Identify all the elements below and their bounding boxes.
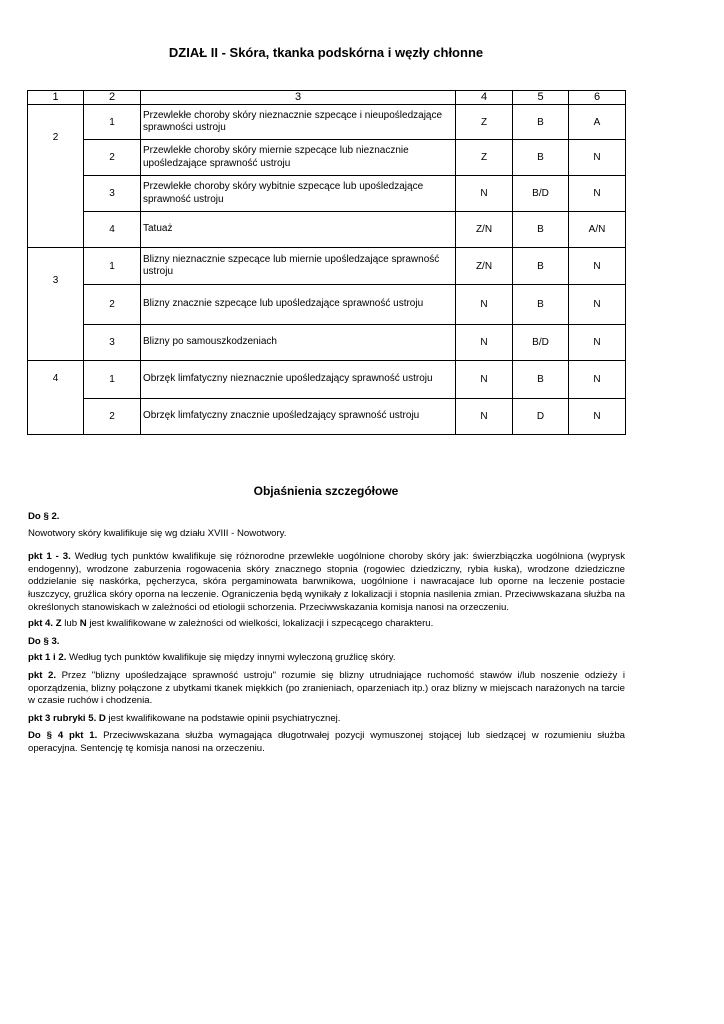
- description-cell: Przewlekłe choroby skóry miernie szpecące lub nieznacznie upośledzające sprawność ustroju: [141, 140, 456, 176]
- category-cell: A: [569, 105, 626, 140]
- section-number: 4: [28, 361, 84, 435]
- note-paragraph: pkt 1 i 2. Według tych punktów kwalifikuje się między innymi wyleczoną gruźlicę skóry.: [28, 652, 396, 664]
- point-number: 3: [84, 176, 141, 212]
- note-paragraph: pkt 1 - 3. Według tych punktów kwalifikuje się różnorodne przewlekłe uogólnione choroby skóry jak: świerzbiączka uogólniona (wyprysk endogenny), wrodzone zaburzenia rogowacenia skóry znacznego stopnia (rogowiec dziedziczny, rybia łuska), wrodzone dziedziczne oddzielanie się naskórka, pęcherzyca, skóra pergaminowata barwnikowa, uogólnione i nawracajace lub oporne na leczenie postacie łuszczycy, gruźlica skóry oporna na leczenie. Ograniczenia będą wynikały z lokalizacji i stopnia nasilenia zmian. Przeciwwskazana służba na określonych stanowiskach w zależności od etiologii schorzenia. Przeciwwskazania komisja nanosi na orzeczeniu.: [28, 551, 625, 613]
- description-cell: Przewlekłe choroby skóry wybitnie szpecące lub upośledzające sprawność ustroju: [141, 176, 456, 212]
- explanations-body: [28, 511, 625, 756]
- table-row: [28, 325, 626, 361]
- category-cell: Z/N: [456, 212, 513, 248]
- page-title: DZIAŁ II - Skóra, tkanka podskórna i węzły chłonne: [168, 45, 484, 60]
- table-row: [28, 285, 626, 325]
- category-cell: N: [569, 285, 626, 325]
- point-number: 2: [84, 399, 141, 435]
- description-cell: Blizny nieznacznie szpecące lub miernie upośledzające sprawność ustroju: [141, 248, 456, 285]
- description-cell: Blizny znacznie szpecące lub upośledzające sprawność ustroju: [141, 285, 456, 325]
- note-paragraph: pkt 4. Z lub N jest kwalifikowane w zależności od wielkości, lokalizacji i szpecącego charakteru.: [28, 618, 434, 630]
- table-row: [28, 248, 626, 285]
- category-cell: A/N: [569, 212, 626, 248]
- category-cell: N: [456, 399, 513, 435]
- table-row: [28, 212, 626, 248]
- table-row: [28, 105, 626, 140]
- category-cell: B: [513, 140, 569, 176]
- point-number: 2: [84, 140, 141, 176]
- point-number: 2: [84, 285, 141, 325]
- explanations-title: Objaśnienia szczegółowe: [253, 484, 399, 498]
- header-cell: 3: [141, 91, 456, 105]
- note-paragraph: Nowotwory skóry kwalifikuje się wg działu XVIII - Nowotwory.: [28, 527, 287, 539]
- category-cell: Z/N: [456, 248, 513, 285]
- table-header-row: [28, 91, 626, 105]
- category-cell: B: [513, 285, 569, 325]
- description-cell: Tatuaż: [141, 212, 456, 248]
- category-cell: B/D: [513, 176, 569, 212]
- category-cell: B: [513, 361, 569, 399]
- point-number: 1: [84, 105, 141, 140]
- category-cell: N: [569, 140, 626, 176]
- table-row: [28, 361, 626, 399]
- header-cell: 2: [84, 91, 141, 105]
- category-cell: N: [456, 176, 513, 212]
- header-cell: 1: [28, 91, 84, 105]
- description-cell: Blizny po samouszkodzeniach: [141, 325, 456, 361]
- category-cell: N: [456, 285, 513, 325]
- category-cell: B: [513, 212, 569, 248]
- category-cell: D: [513, 399, 569, 435]
- table-row: [28, 176, 626, 212]
- category-cell: N: [569, 176, 626, 212]
- point-number: 1: [84, 361, 141, 399]
- header-cell: 4: [456, 91, 513, 105]
- note-paragraph: pkt 2. Przez "blizny upośledzające sprawność ustroju" rozumie się blizny utrudniające ruchomość stawów i/lub noszenie odzieży i oporządzenia, blizny połączone z ubytkami tkanek miękkich (po zranieniach, oparzeniach itp.) oraz blizny w miejscach narażonych na tarcie w czasie ruchów i chodzenia.: [28, 669, 626, 707]
- category-cell: Z: [456, 105, 513, 140]
- category-cell: B/D: [513, 325, 569, 361]
- category-cell: B: [513, 105, 569, 140]
- table-row: [28, 399, 626, 435]
- table-row: [28, 140, 626, 176]
- section-number: 2: [28, 105, 84, 248]
- category-cell: N: [569, 248, 626, 285]
- category-cell: Z: [456, 140, 513, 176]
- note-paragraph: Do § 4 pkt 1. Przeciwwskazana służba wymagająca długotrwałej pozycji wymuszonej stojącej lub siedzącej w rozumieniu służba operacyjna. Sentencję tę komisja nanosi na orzeczeniu.: [28, 730, 625, 754]
- category-cell: N: [569, 361, 626, 399]
- category-cell: N: [456, 325, 513, 361]
- category-cell: N: [569, 325, 626, 361]
- category-cell: N: [569, 399, 626, 435]
- category-cell: B: [513, 248, 569, 285]
- note-paragraph: pkt 3 rubryki 5. D jest kwalifikowane na podstawie opinii psychiatrycznej.: [28, 712, 341, 724]
- note-heading: Do § 2.: [28, 511, 60, 522]
- point-number: 3: [84, 325, 141, 361]
- section-number: 3: [28, 248, 84, 361]
- header-cell: 5: [513, 91, 569, 105]
- category-cell: N: [456, 361, 513, 399]
- description-cell: Przewlekłe choroby skóry nieznacznie szpecące i nieupośledzające sprawności ustroju: [141, 105, 456, 140]
- header-cell: 6: [569, 91, 626, 105]
- point-number: 1: [84, 248, 141, 285]
- description-cell: Obrzęk limfatyczny znacznie upośledzający sprawność ustroju: [141, 399, 456, 435]
- note-heading: Do § 3.: [28, 635, 60, 647]
- description-cell: Obrzęk limfatyczny nieznacznie upośledzający sprawność ustroju: [141, 361, 456, 399]
- qualification-table: [27, 90, 626, 435]
- point-number: 4: [84, 212, 141, 248]
